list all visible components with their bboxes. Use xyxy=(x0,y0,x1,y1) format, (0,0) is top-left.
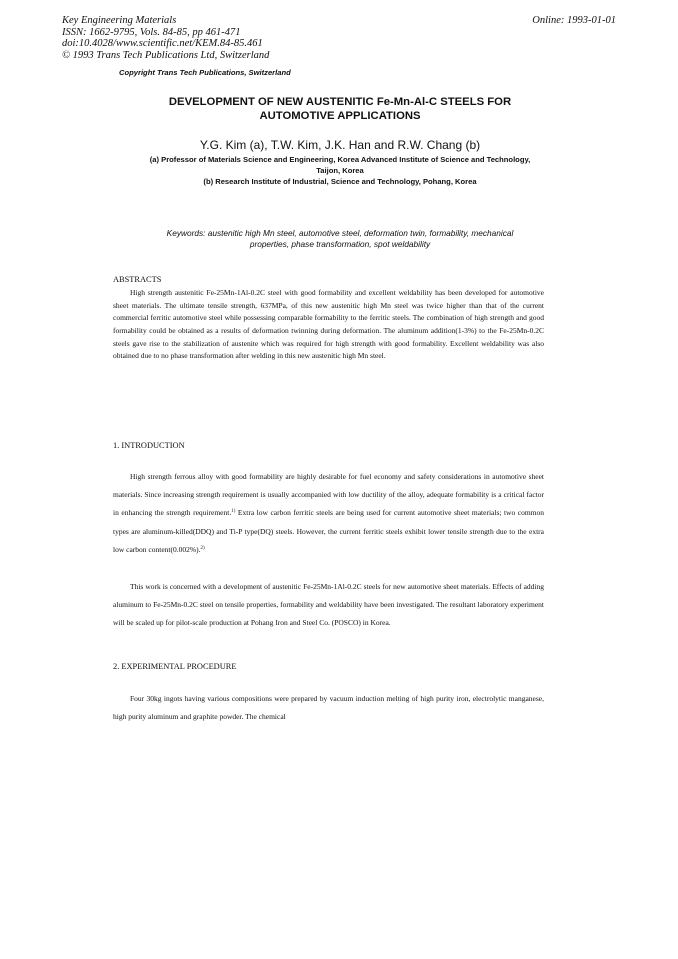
affiliation-a-line-1: (a) Professor of Materials Science and Engineering, Korea Advanced Institute of Science and Technology, xyxy=(149,155,531,164)
author-list: Y.G. Kim (a), T.W. Kim, J.K. Han and R.W. Chang (b) xyxy=(199,138,481,152)
introduction-heading: 1. INTRODUCTION xyxy=(113,441,185,450)
reference-1: 1) xyxy=(231,509,236,515)
intro-p1-text-b: Extra low carbon ferritic steels are being used for current automotive sheet materials; two common types are aluminum-killed(DDQ) and Ti-P type(DQ) steels. However, the current ferritic steels exhibit lower tensile strength due to the extra low carbon content(0.002%). xyxy=(113,508,544,554)
issn-line: ISSN: 1662-9795, Vols. 84-85, pp 461-471 xyxy=(62,26,241,38)
keywords-line-1: Keywords: austenitic high Mn steel, automotive steel, deformation twin, formability, mechanical xyxy=(166,228,514,238)
experimental-heading: 2. EXPERIMENTAL PROCEDURE xyxy=(113,662,237,671)
experimental-paragraph-1: Four 30kg ingots having various compositions were prepared by vacuum induction melting of high purity iron, electrolytic manganese, high purity aluminum and graphite powder. The chemical xyxy=(113,694,544,722)
reference-2: 2) xyxy=(200,545,205,551)
publisher-copyright: © 1993 Trans Tech Publications Ltd, Switzerland xyxy=(62,49,270,61)
keywords-line-2: properties, phase transformation, spot weldability xyxy=(249,238,431,249)
affiliation-b: (b) Research Institute of Industrial, Science and Technology, Pohang, Korea xyxy=(203,177,477,186)
abstract-text: High strength austenitic Fe-25Mn-1Al-0.2C steel with good formability and excellent weldability has been developed for automotive sheet materials. The ultimate tensile strength, 637MPa, of this new austenitic high Mn steel was twice higher than that of the current commercial ferritic automotive steel while possessing comparable formability to the ferritic steels. The combination of high strength and good formability could be obtained as a results of deformation twinning during deformation. The aluminum addition(1-3%) to the Fe-25Mn-0.2C steels gave rise to the stabilization of austenite which was required for high strength with good formability. Excellent weldability was also obtained due to no phase transformation after welding in this new austenitic high Mn steel. xyxy=(113,288,544,361)
online-date: Online: 1993-01-01 xyxy=(532,15,616,26)
keywords xyxy=(110,228,570,249)
copyright-line: Copyright Trans Tech Publications, Switzerland xyxy=(119,68,291,77)
paper-title xyxy=(80,96,600,123)
affiliation-a-line-2: Taijon, Korea xyxy=(316,165,364,175)
introduction-paragraph-1 xyxy=(113,468,544,559)
abstract-heading: ABSTRACTS xyxy=(113,275,162,284)
journal-name: Key Engineering Materials xyxy=(62,15,177,26)
title-line-1: DEVELOPMENT OF NEW AUSTENITIC Fe-Mn-Al-C STEELS FOR xyxy=(168,96,512,108)
introduction-paragraph-2: This work is concerned with a development of austenitic Fe-25Mn-1Al-0.2C steels for new automotive sheet materials. Effects of adding aluminum to Fe-25Mn-0.2C steel on tensile properties, formability and weldability have been investigated. The resultant laboratory experiment will be scaled up for pilot-scale production at Pohang Iron and Steel Co. (POSCO) in Korea. xyxy=(113,582,544,628)
intro-p1-text-a: High strength ferrous alloy with good formability are highly desirable for fuel economy and safety considerations in automotive sheet materials. Since increasing strength requirement is usually accompanied with low ductility of the alloy, adequate formability is a critical factor in enhancing the strength requirement. xyxy=(113,472,544,518)
title-line-2: AUTOMOTIVE APPLICATIONS xyxy=(259,109,421,122)
doi-line: doi:10.4028/www.scientific.net/KEM.84-85.461 xyxy=(62,38,263,50)
affiliation-a xyxy=(90,155,590,176)
